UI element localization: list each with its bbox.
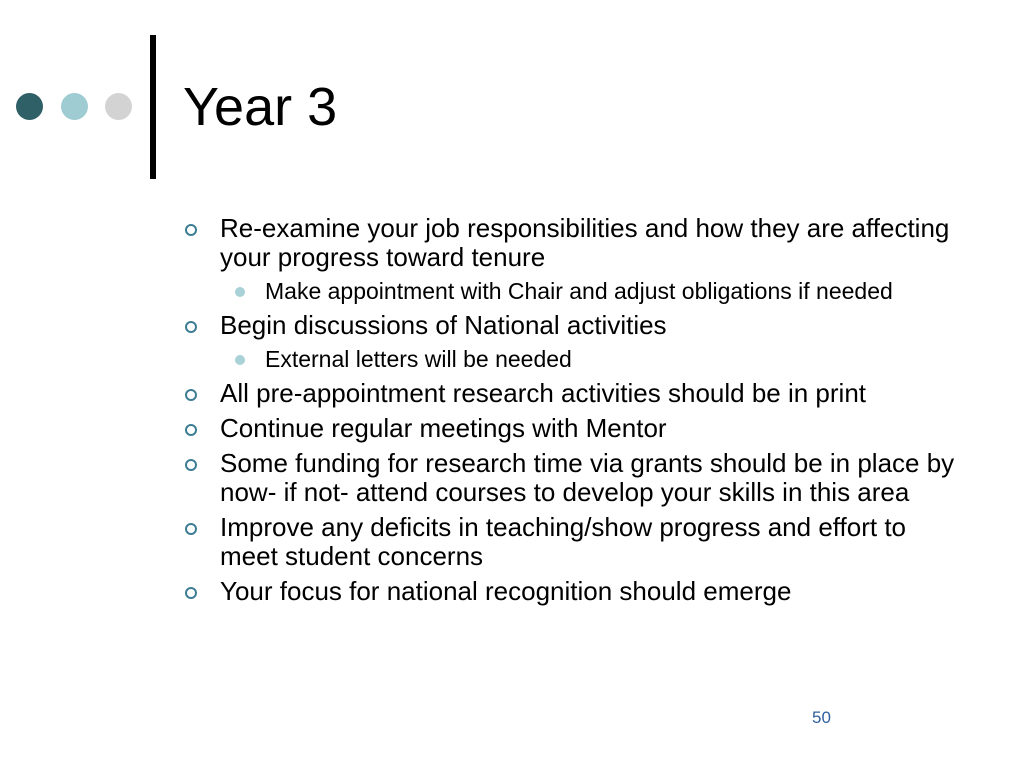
bullet-item xyxy=(182,214,962,272)
ring-bullet-icon xyxy=(185,224,197,236)
bullet-item xyxy=(182,414,962,443)
title-divider xyxy=(150,35,156,179)
sub-bullet-text: Make appointment with Chair and adjust obligations if needed xyxy=(265,278,893,304)
bullet-item xyxy=(182,577,962,606)
bullet-item xyxy=(182,513,962,571)
bullet-text: Some funding for research time via grants should be in place by now- if not- attend courses to develop your skills in this area xyxy=(220,448,955,507)
ring-bullet-icon xyxy=(185,389,197,401)
dot-mid-icon xyxy=(61,93,88,120)
ring-bullet-icon xyxy=(185,523,197,535)
sub-bullet-item xyxy=(182,346,962,373)
ring-bullet-icon xyxy=(185,321,197,333)
bullet-item xyxy=(182,449,962,507)
dot-dark-icon xyxy=(16,93,43,120)
sub-bullet-item xyxy=(182,278,962,305)
bullet-text: All pre-appointment research activities should be in print xyxy=(220,378,867,408)
ring-bullet-icon xyxy=(185,459,197,471)
dot-light-icon xyxy=(105,93,132,120)
bullet-text: Begin discussions of National activities xyxy=(220,310,667,340)
bullet-item xyxy=(182,311,962,340)
ring-bullet-icon xyxy=(185,424,197,436)
ring-bullet-icon xyxy=(185,587,197,599)
bullet-text: Improve any deficits in teaching/show progress and effort to meet student concerns xyxy=(220,512,907,571)
dot-bullet-icon xyxy=(235,355,245,365)
dot-bullet-icon xyxy=(235,287,245,297)
slide-number: 50 xyxy=(812,708,831,727)
bullet-text: Continue regular meetings with Mentor xyxy=(220,413,667,443)
sub-bullet-text: External letters will be needed xyxy=(265,346,572,372)
bullet-list xyxy=(182,214,962,612)
decorative-dots xyxy=(16,93,136,123)
bullet-text: Re-examine your job responsibilities and how they are affecting your progress toward tenure xyxy=(220,213,950,272)
slide-title: Year 3 xyxy=(183,77,338,137)
bullet-text: Your focus for national recognition should emerge xyxy=(220,576,792,606)
bullet-item xyxy=(182,379,962,408)
